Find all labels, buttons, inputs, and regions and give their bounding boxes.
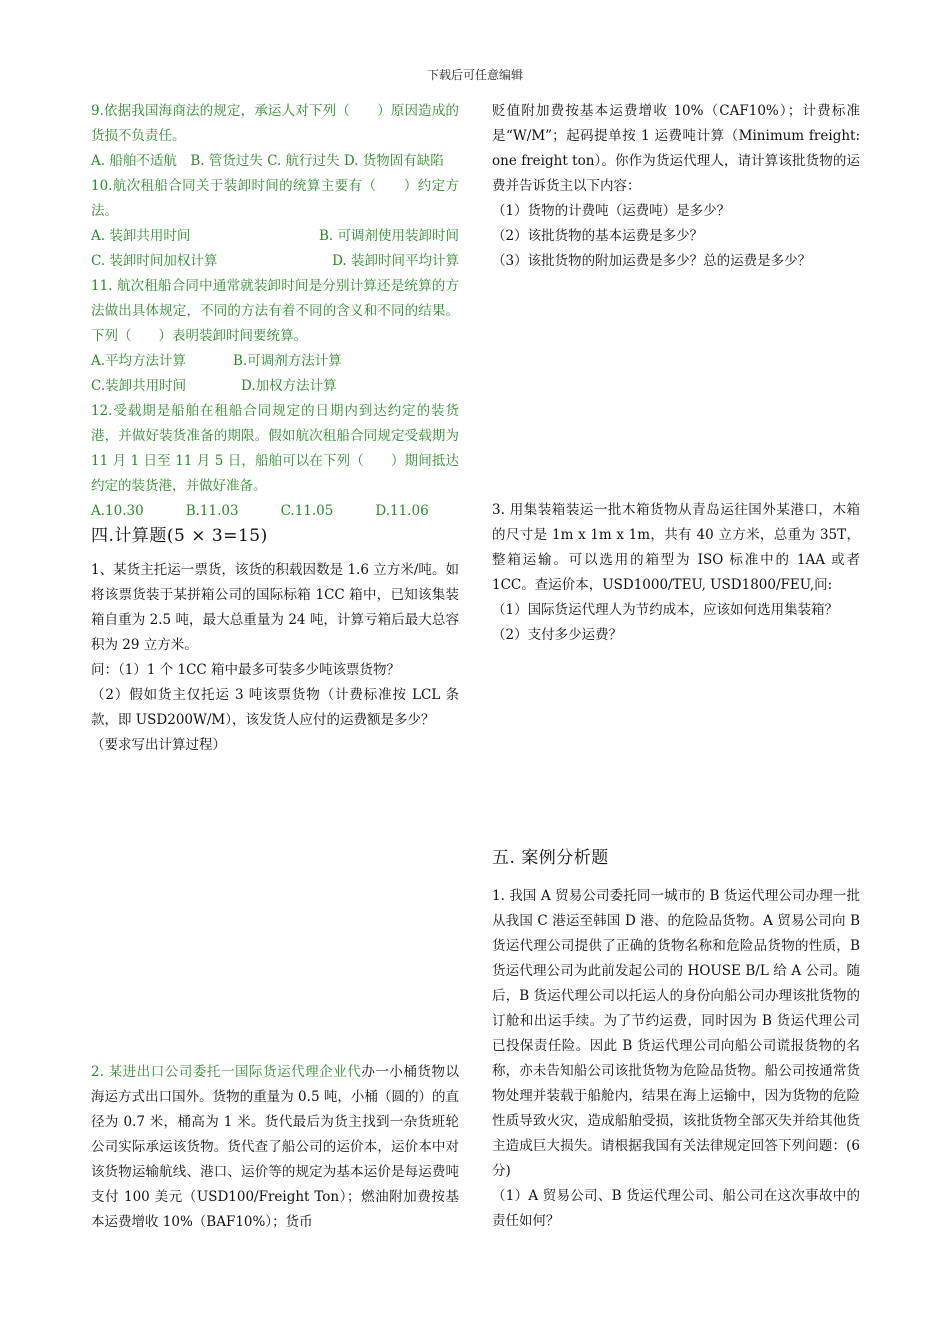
calc-1-question-2: （2）假如货主仅托运 3 吨该票货物（计费标准按 LCL 条款，即 USD200W/M），该发货人应付的运费额是多少？ [91,687,459,728]
question-12-options [91,499,459,524]
question-11-options-cd [91,374,459,399]
question-12-stem: 12.受载期是船舶在租船合同规定的日期内到达约定的装货港，并做好装货准备的期限。假如航次租船合同规定受载期为 11 月 1 日至 11 月 5 日，船舶可以在下列（ ）期间抵达约定的装货港，并做好准备。 [91,403,459,494]
section-5-block [492,846,860,1234]
option-a: A.平均方法计算 [91,353,187,369]
calc-3-question-2: （2）支付多少运费？ [492,627,623,643]
option-a: A. 装卸共用时间 [91,228,191,244]
option-a: A.10.30 [91,503,144,519]
calc-2-stem [91,1060,459,1235]
option-b: B.可调剂方法计算 [233,353,342,369]
calc-2-question-3: （3）该批货物的附加运费是多少？总的运费是多少？ [492,253,812,269]
calc-2-stem-rest: 办一小桶货物以海运方式出口国外。货物的重量为 0.5 吨，小桶（圆的）的直径为 0.7 米，桶高为 1 米。货代最后为货主找到一杂货班轮公司实际承运该货物。货代查了船公司的运价本，运价本中对该货物运输航线、港口、运价等的规定为基本运价是每运费吨支付 100 美元（USD100/Freight Ton）；燃油附加费按基本运费增收 10%（BAF10%）；货币 [91,1064,460,1230]
left-column [91,99,459,758]
calc-3-stem: 3. 用集装箱装运一批木箱货物从青岛运往国外某港口，木箱的尺寸是 1m x 1m x 1m，共有 40 立方米，总重为 35T，整箱运输。可以选用的箱型为 ISO 标准中的 1AA 或者 1CC。查运价本，USD1000/TEU, USD1800/FEU,问: [492,502,860,593]
calc-3-question-1: （1）国际货运代理人为节约成本，应该如何选用集装箱？ [492,602,839,618]
calc-2-stem-green: 2. 某进出口公司委托一国际货运代理企业代 [91,1064,362,1080]
option-b: B. 可调剂使用装卸时间 [318,228,459,244]
option-c: C. 装卸时间加权计算 [91,253,218,269]
question-10-options-ab [91,224,459,249]
calc-2-question-1: （1）货物的计费吨（运费吨）是多少？ [492,203,731,219]
question-10-options-cd [91,249,459,274]
option-b: B.11.03 [185,503,239,519]
calc-2-continued: 贬值附加费按基本运费增收 10%（CAF10%）；计费标准是“W/M”；起码提单按 1 运费吨计算（Minimum freight: one freight ton）。你作为货运代理人，请计算该批货物的运费并告诉货主以下内容： [492,103,860,194]
option-d: D.11.06 [375,503,429,519]
calc-3-block [492,498,860,648]
case-1-stem: 1. 我国 A 贸易公司委托同一城市的 B 货运代理公司办理一批从我国 C 港运至韩国 D 港、的危险品货物。A 贸易公司向 B 货运代理公司提供了正确的货物名称和危险品货物的性质，B 货运代理公司为此前发起公司的 HOUSE B/L 给 A 公司。随后，B 货运代理公司以托运人的身份向船公司办理该批货物的订舱和出运手续。为了节约运费，同时因为 B 货运代理公司已投保责任险。因此 B 货运代理公司向船公司谎报货物的名称，亦未告知船公司该批货物为危险品货物。船公司按通常货物处理并装载于船舱内，结果在海上运输中，因为货物的危险性质导致火灾，造成船舶受损，该批货物全部灭失并给其他货主造成巨大损失。请根据我国有关法律规定回答下列问题：(6 分) [492,888,860,1179]
option-d: D.加权方法计算 [241,378,337,394]
page-header: 下载后可任意编辑 [426,68,523,82]
calc-1-note: （要求写出计算过程） [91,737,226,753]
calc-2-question-2: （2）该批货物的基本运费是多少？ [492,228,704,244]
question-9-stem: 9.依据我国海商法的规定，承运人对下列（ ）原因造成的货损不负责任。 [91,103,459,144]
section-5-title: 五. 案例分析题 [492,848,609,868]
right-column-top [492,99,860,274]
calc-1-question-1: 问：（1）1 个 1CC 箱中最多可装多少吨该票货物？ [91,662,401,678]
calc-1-stem: 1、某货主托运一票货，该货的积载因数是 1.6 立方米/吨。如将该票货装于某拼箱公司的国际标箱 1CC 箱中，已知该集装箱自重为 2.5 吨，最大总重量为 24 吨，计算亏箱后最大总容积为 29 立方米。 [91,562,459,653]
question-9-options: A. 船舶不适航 B. 管货过失 C. 航行过失 D. 货物固有缺陷 [91,153,444,169]
case-1-question-1: （1）A 贸易公司、B 货运代理公司、船公司在这次事故中的责任如何？ [492,1188,860,1229]
question-11-options-ab [91,349,459,374]
option-c: C.装卸共用时间 [91,378,187,394]
question-10-stem: 10.航次租船合同关于装卸时间的统算主要有（ ）约定方法。 [91,178,459,219]
question-11-stem: 11. 航次租船合同中通常就装卸时间是分别计算还是统算的方法做出具体规定，不同的方法有着不同的含义和不同的结果。下列（ ）表明装卸时间要统算。 [91,278,459,344]
option-c: C.11.05 [280,503,334,519]
option-d: D. 装卸时间平均计算 [332,253,459,269]
section-4-title: 四.计算题(5 × 3=15) [91,526,268,546]
calc-2-block [91,1060,459,1235]
